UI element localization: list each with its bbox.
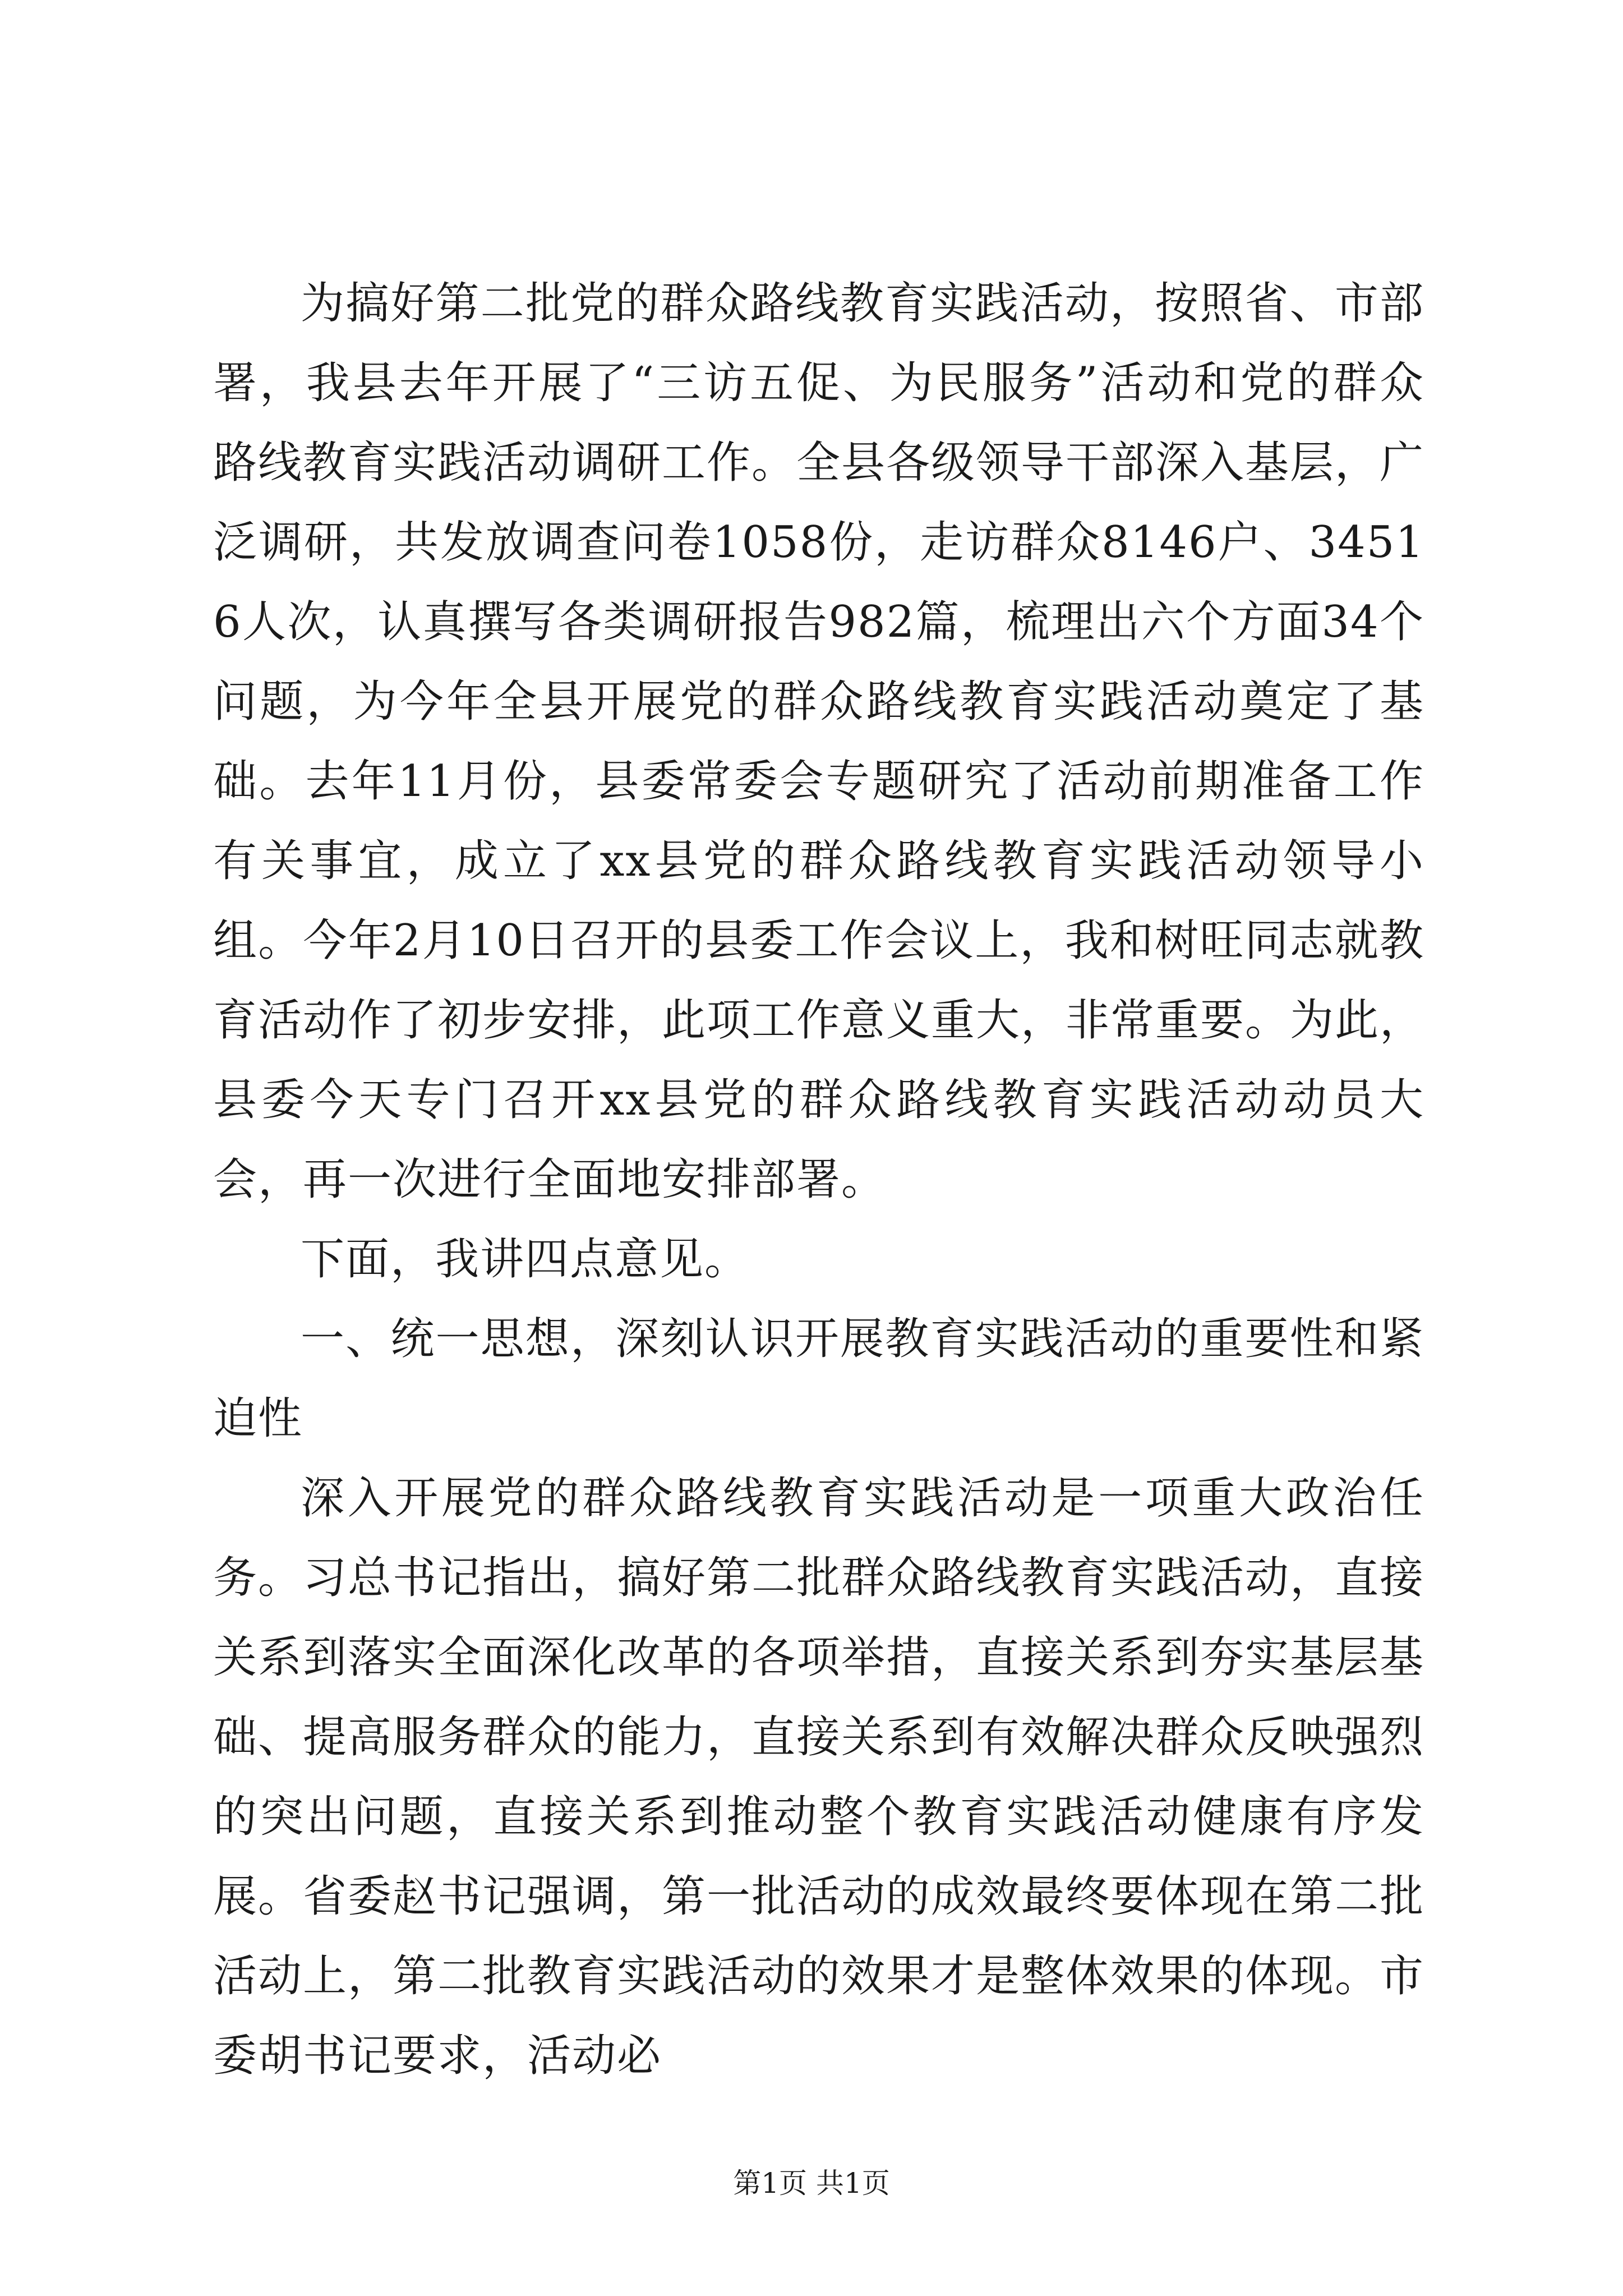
page-footer: 第1页 共1页 [733, 2167, 890, 2200]
paragraph-section-1: 深入开展党的群众路线教育实践活动是一项重大政治任务。习总书记指出，搞好第二批群众路线教育实践活动，直接关系到落实全面深化改革的各项举措，直接关系到夯实基层基础、提高服务群众的能力，直接关系到有效解决群众反映强烈的突出问题，直接关系到推动整个教育实践活动健康有序发展。省委赵书记强调，第一批活动的成效最终要体现在第二批活动上，第二批教育实践活动的效果才是整体效果的体现。市委胡书记要求，活动必 [213, 1473, 1425, 2081]
paragraph-four-points: 下面，我讲四点意见。 [301, 1234, 750, 1285]
section-heading-1: 一、统一思想，深刻认识开展教育实践活动的重要性和紧迫性 [213, 1314, 1424, 1444]
document-body [213, 264, 1424, 2096]
paragraph-intro: 为搞好第二批党的群众路线教育实践活动，按照省、市部署，我县去年开展了“三访五促、为民服务”活动和党的群众路线教育实践活动调研工作。全县各级领导干部深入基层，广泛调研，共发放调查问卷1058份，走访群众8146户、34516人次，认真撰写各类调研报告982篇，梳理出六个方面34个问题，为今年全县开展党的群众路线教育实践活动奠定了基础。去年11月份，县委常委会专题研究了活动前期准备工作有关事宜，成立了xx县党的群众路线教育实践活动领导小组。今年2月10日召开的县委工作会议上，我和树旺同志就教育活动作了初步安排，此项工作意义重大，非常重要。为此，县委今天专门召开xx县党的群众路线教育实践活动动员大会，再一次进行全面地安排部署。 [213, 278, 1425, 1205]
